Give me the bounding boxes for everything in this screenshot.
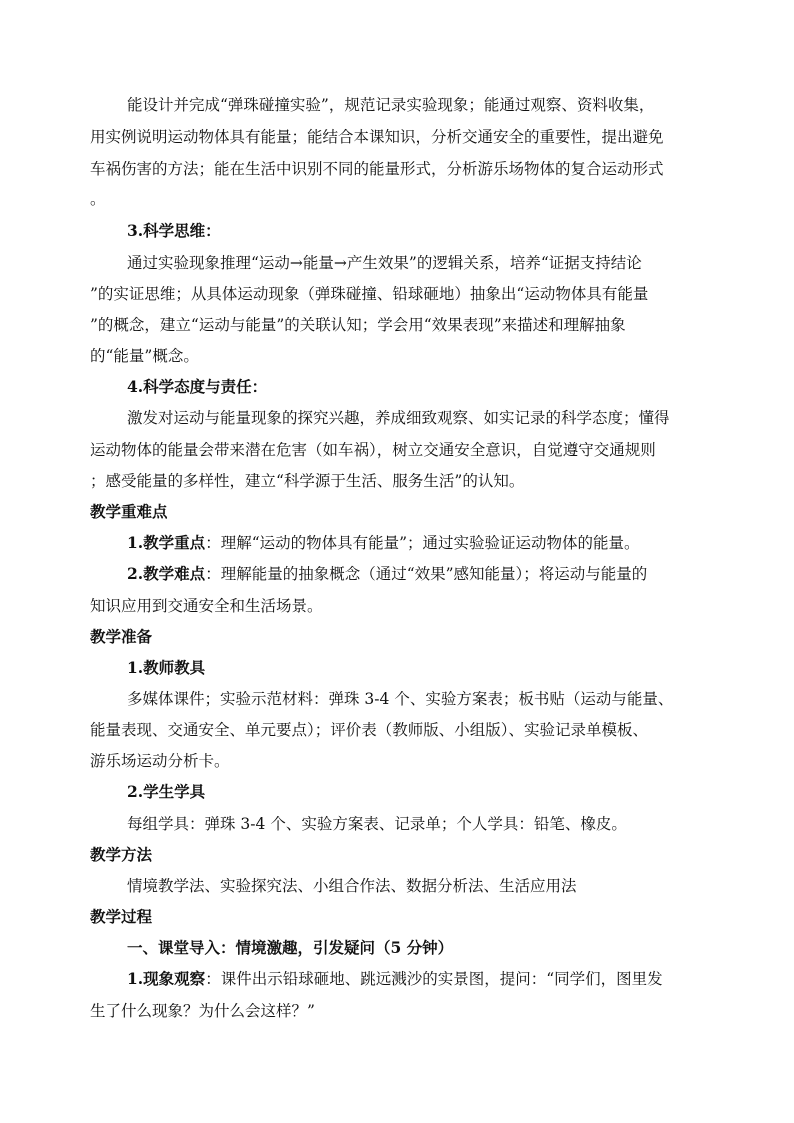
teacher-tools-line-1: 多媒体课件；实验示范材料：弹珠 3-4 个、实验方案表；板书贴（运动与能量、 — [127, 690, 674, 708]
methods-text: 情境教学法、实验探究法、小组合作法、数据分析法、生活应用法 — [127, 877, 577, 895]
teacher-tools-line-3: 游乐场运动分析卡。 — [90, 752, 230, 770]
process-section-1-title: 一、课堂导入：情境激趣，引发疑问（5 分钟） — [127, 938, 454, 957]
skills-line-3: 车祸伤害的方法；能在生活中识别不同的能量形式，分析游乐场物体的复合运动形式 — [90, 160, 664, 178]
methods-heading: 教学方法 — [90, 845, 153, 864]
skills-line-1: 能设计并完成“弹珠碰撞实验”，规范记录实验现象；能通过观察、资料收集， — [127, 96, 655, 114]
key-point-1-label: 1.教学重点 — [127, 533, 206, 552]
key-points-heading: 教学重难点 — [90, 502, 168, 521]
attitude-line-3: ；感受能量的多样性，建立“科学源于生活、服务生活”的认知。 — [90, 472, 525, 490]
skills-line-2: 用实例说明运动物体具有能量；能结合本课知识，分析交通安全的重要性，提出避免 — [90, 128, 664, 146]
thinking-title: 3.科学思维： — [127, 221, 221, 240]
skills-line-4: 。 — [90, 190, 106, 208]
process-heading: 教学过程 — [90, 907, 153, 926]
student-tools-line-1: 每组学具：弹珠 3-4 个、实验方案表、记录单；个人学具：铅笔、橡皮。 — [127, 815, 627, 833]
thinking-line-2: ”的实证思维；从具体运动现象（弹珠碰撞、铅球砸地）抽象出“运动物体具有能量 — [90, 285, 649, 303]
process-step-1-text-2: 生了什么现象？为什么会这样？” — [90, 1002, 315, 1020]
attitude-line-1: 激发对运动与能量现象的探究兴趣，养成细致观察、如实记录的科学态度；懂得 — [127, 409, 670, 427]
thinking-line-4: 的“能量”概念。 — [90, 347, 199, 365]
key-point-2 — [127, 564, 710, 584]
attitude-title: 4.科学态度与责任： — [127, 377, 268, 396]
process-step-1 — [127, 969, 710, 989]
teacher-tools-title: 1.教师教具 — [127, 658, 206, 677]
prep-heading: 教学准备 — [90, 627, 153, 646]
process-step-1-label: 1.现象观察 — [127, 969, 206, 988]
process-step-1-text-1: ：课件出示铅球砸地、跳远溅沙的实景图，提问：“同学们，图里发 — [205, 970, 663, 988]
key-point-1 — [127, 533, 710, 553]
key-point-2-text-1: ：理解能量的抽象概念（通过“效果”感知能量）；将运动与能量的 — [205, 565, 648, 583]
key-point-2-label: 2.教学难点 — [127, 564, 206, 583]
key-point-2-text-2: 知识应用到交通安全和生活场景。 — [90, 597, 323, 615]
key-point-1-text: ：理解“运动的物体具有能量”；通过实验验证运动物体的能量。 — [205, 534, 640, 552]
student-tools-title: 2.学生学具 — [127, 782, 206, 801]
thinking-line-1: 通过实验现象推理“运动→能量→产生效果”的逻辑关系，培养“证据支持结论 — [127, 254, 642, 272]
teacher-tools-line-2: 能量表现、交通安全、单元要点）；评价表（教师版、小组版）、实验记录单模板、 — [90, 721, 649, 739]
thinking-line-3: ”的概念，建立“运动与能量”的关联认知；学会用“效果表现”来描述和理解抽象 — [90, 316, 626, 334]
attitude-line-2: 运动物体的能量会带来潜在危害（如车祸），树立交通安全意识，自觉遵守交通规则 — [90, 441, 656, 459]
